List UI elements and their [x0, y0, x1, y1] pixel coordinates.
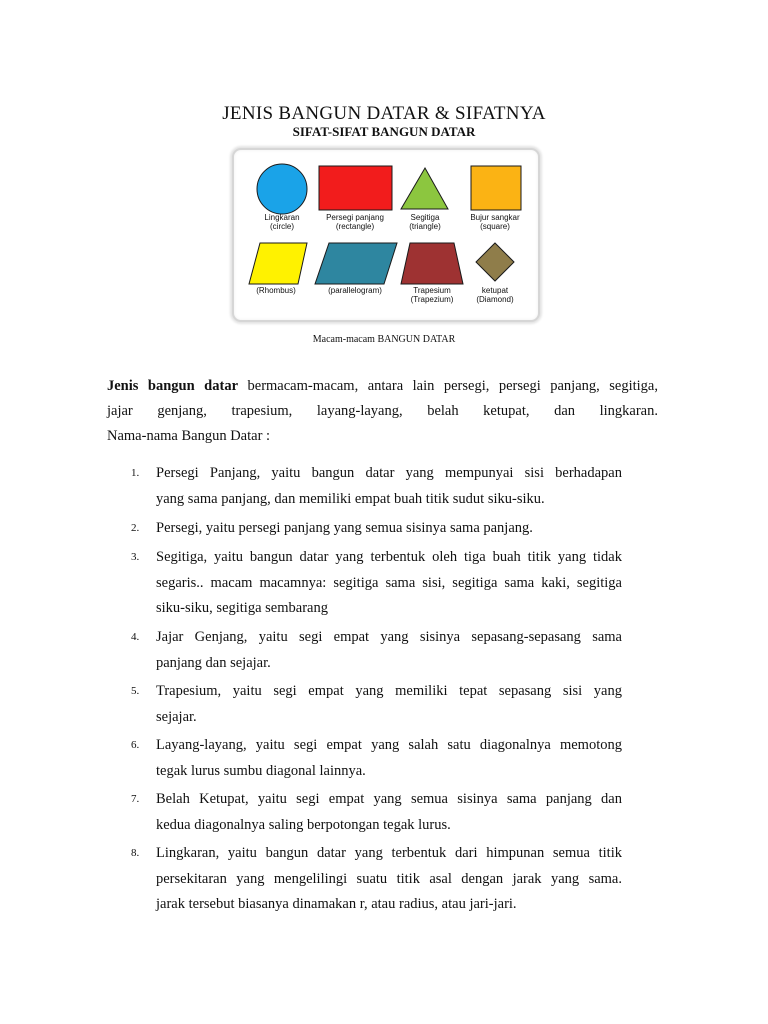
list-item-text [156, 516, 622, 542]
list-item-line: jarak tersebut biasanya dinamakan r, atau radius, atau jari-jari. [156, 896, 517, 912]
list-item-number: 2. [131, 522, 140, 534]
list-item-line: tegak lurus sumbu diagonal lainnya. [156, 762, 366, 779]
list-item-number: 5. [131, 685, 140, 697]
list-item-text [156, 787, 622, 838]
list-item-number: 4. [131, 631, 140, 643]
list-item-text [156, 841, 622, 918]
trapezium-shape [401, 243, 463, 284]
list-item-line: Segitiga, yaitu bangun datar yang terbentuk oleh tiga buah titik yang tidak [156, 549, 622, 565]
intro-line-3: Nama-nama Bangun Datar : [107, 428, 271, 444]
rhombus-shape [249, 243, 307, 284]
parallelogram-label: (parallelogram) [328, 286, 382, 295]
rectangle-label: Persegi panjang (rectangle) [326, 213, 384, 231]
list-item-number: 6. [131, 739, 140, 751]
list-item-line: persekitaran yang mengelilingi suatu titik asal dengan jarak yang sama. [156, 870, 622, 887]
list-item-line: Jajar Genjang, yaitu segi empat yang sisinya sepasang-sepasang sama [156, 629, 622, 645]
intro-bold-term: Jenis bangun datar [107, 378, 239, 394]
triangle-shape [401, 168, 448, 209]
circle-label: Lingkaran (circle) [264, 213, 300, 231]
list-item-line: Persegi Panjang, yaitu bangun datar yang mempunyai sisi berhadapan [156, 465, 622, 481]
intro-line-2: jajar genjang, trapesium, layang-layang, belah ketupat, dan lingkaran. [107, 403, 658, 419]
list-item-line: panjang dan sejajar. [156, 654, 271, 671]
trapezium-label: Trapesium (Trapezium) [410, 286, 454, 304]
list-item-line: yang sama panjang, dan memiliki empat buah titik sudut siku-siku. [156, 490, 545, 507]
intro-line-1 [107, 374, 658, 399]
list-item-line: sejajar. [156, 708, 197, 725]
list-item-number: 7. [131, 793, 140, 805]
list-item-number: 3. [131, 551, 140, 563]
diamond-label: ketupat (Diamond) [476, 286, 514, 304]
list-item-line: segaris.. macam macamnya: segitiga sama sisi, segitiga sama kaki, segitiga [156, 574, 622, 591]
shapes-figure [232, 148, 540, 322]
rhombus-label: (Rhombus) [256, 286, 296, 295]
page-subtitle: SIFAT-SIFAT BANGUN DATAR [292, 124, 476, 139]
list-item-text [156, 733, 622, 784]
list-item-line: Trapesium, yaitu segi empat yang memiliki tepat sepasang sisi yang [156, 683, 622, 699]
intro-line-1-rest: bermacam-macam, antara lain persegi, persegi panjang, segitiga, [238, 378, 658, 394]
list-item-text [156, 545, 622, 622]
list-item-number: 1. [131, 467, 140, 479]
page-title: JENIS BANGUN DATAR & SIFATNYA [222, 103, 546, 124]
list-item-text [156, 679, 622, 730]
list-item-text [156, 625, 622, 676]
intro-paragraph [107, 374, 658, 449]
list-item-line: Layang-layang, yaitu segi empat yang salah satu diagonalnya memotong [156, 737, 622, 753]
list-item-line: Lingkaran, yaitu bangun datar yang terbentuk dari himpunan semua titik [156, 845, 622, 861]
parallelogram-shape [315, 243, 397, 284]
triangle-label: Segitiga (triangle) [409, 213, 441, 231]
list-item-line: Persegi, yaitu persegi panjang yang semua sisinya sama panjang. [156, 520, 533, 536]
list-item-line: Belah Ketupat, yaitu segi empat yang semua sisinya sama panjang dan [156, 791, 622, 807]
square-shape [471, 166, 521, 210]
list-item-line: kedua diagonalnya saling berpotongan tegak lurus. [156, 816, 451, 833]
figure-caption: Macam-macam BANGUN DATAR [312, 334, 456, 345]
list-item-text [156, 461, 622, 512]
list-item-number: 8. [131, 847, 140, 859]
square-label: Bujur sangkar (square) [470, 213, 520, 231]
list-item-line: siku-siku, segitiga sembarang [156, 600, 328, 616]
rectangle-shape [319, 166, 392, 210]
diamond-shape [476, 243, 514, 281]
circle-shape [257, 164, 307, 214]
